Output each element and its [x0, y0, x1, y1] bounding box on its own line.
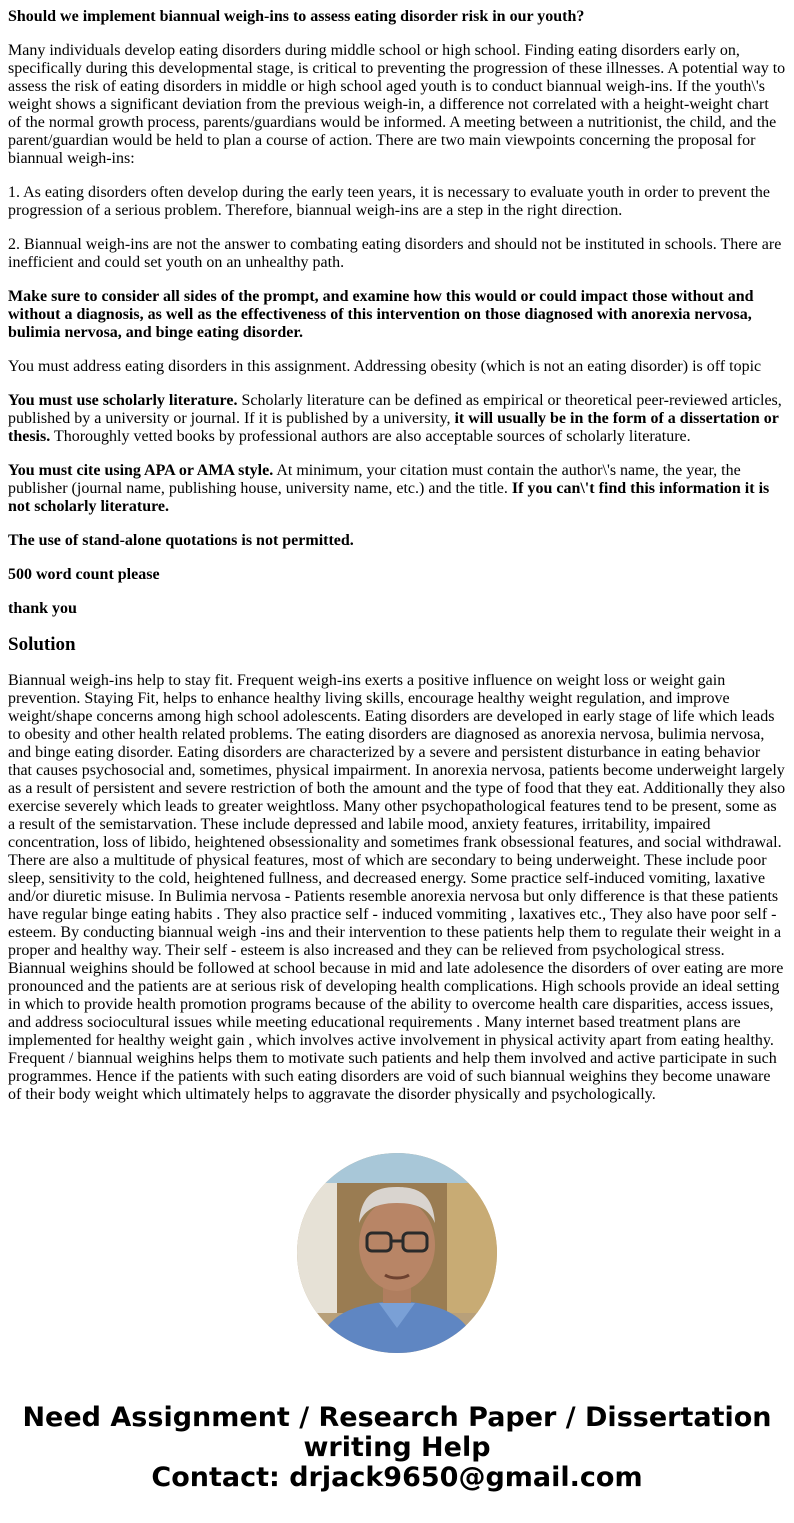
promo-footer: [0, 1403, 794, 1493]
promo-line-2: writing Help: [303, 1432, 491, 1463]
citation-instructions: [8, 462, 786, 516]
cite-bold-2: If you can\'t find this information it is not scholarly literature.: [8, 480, 770, 515]
scholarly-text: Scholarly literature can be defined as empirical or theoretical peer-reviewed articles, published by a university or journal. If it is published by a university,: [8, 392, 782, 427]
scholarly-instructions: [8, 392, 786, 446]
word-count: 500 word count please: [8, 566, 160, 583]
solution-heading: Solution: [8, 634, 76, 655]
question-title: Should we implement biannual weigh-ins to assess eating disorder risk in our youth?: [8, 8, 585, 25]
consider-instructions: Make sure to consider all sides of the prompt, and examine how this would or could impact those without and without a diagnosis, as well as the effectiveness of this intervention on those diagnosed with anorexia nervosa, bulimia nervosa, and binge eating disorder.: [8, 288, 754, 341]
solution-body: Biannual weigh-ins help to stay fit. Frequent weigh-ins exerts a positive influence on weight loss or weight gain prevention. Staying Fit, helps to enhance healthy living skills, encourage healthy weight regulation, and improve weight/shape concerns among high school adolescents. Eating disorders are developed in early stage of life which leads to obesity and other health related problems. The eating disorders are diagnosed as anorexia nervosa, bulimia nervosa, and binge eating disorder. Eating disorders are characterized by a severe and persistent disturbance in eating behavior that causes psychosocial and, sometimes, physical impairment. In anorexia nervosa, patients become underweight largely as a result of persistent and severe restriction of both the amount and the type of food that they eat. Additionally they also exercise severely which leads to greater weightloss. Many other psychopathological features tend to be present, some as a result of the semistarvation. These include depressed and labile mood, anxiety features, irritability, impaired concentration, loss of libido, heightened obsessionality and sometimes frank obsessional features, and social withdrawal. There are also a multitude of physical features, most of which are secondary to being underweight. These include poor sleep, sensitivity to the cold, heightened fullness, and decreased energy. Some practice self-induced vomiting, laxative and/or diuretic misuse. In Bulimia nervosa - Patients resemble anorexia nervosa but only difference is that these patients have regular binge eating habits . They also practice self - induced vommiting , laxatives etc., They also have poor self - esteem. By conducting biannual weigh -ins and their intervention to these patients help them to regulate their weight in a proper and healthy way. Their self - esteem is also increased and they can be relieved from psychological stress. Biannual weighins should be followed at school because in mid and late adolesence the disorders of over eating are more pronounced and the patients are at serious risk of developing health complications. High schools provide an ideal setting in which to provide health promotion programs because of the ability to overcome health care disparities, access issues, and address sociocultural issues while meeting educational requirements . Many internet based treatment plans are implemented for healthy weight gain , which involves active involvement in physical activity apart from eating healthy. Frequent / biannual weighins helps them to motivate such patients and help them involved and active participate in such programmes. Hence if the patients with such eating disorders are void of such biannual weighins they become unaware of their body weight which ultimately helps to aggravate the disorder physically and psychologically.: [8, 672, 786, 1103]
question-intro: Many individuals develop eating disorders during middle school or high school. Finding eating disorders early on, specifically during this developmental stage, is critical to preventing the progression of these illnesses. A potential way to assess the risk of eating disorders in middle or high school aged youth is to conduct biannual weigh-ins. If the youth\'s weight shows a significant deviation from the previous weigh-in, a difference not correlated with a height-weight chart of the normal growth process, parents/guardians would be informed. A meeting between a nutritionist, the child, and the parent/guardian would be held to plan a course of action. There are two main viewpoints concerning the proposal for biannual weigh-ins:: [8, 42, 786, 167]
document-content: [8, 0, 786, 1120]
viewpoint-2: 2. Biannual weigh-ins are not the answer to combating eating disorders and should not be instituted in schools. There are inefficient and could set youth on an unhealthy path.: [8, 236, 782, 271]
scholarly-text-2: Thoroughly vetted books by professional authors are also acceptable sources of scholarly literature.: [50, 428, 691, 445]
promo-line-1: Need Assignment / Research Paper / Dissertation: [22, 1402, 772, 1433]
cite-bold: You must cite using APA or AMA style.: [8, 462, 274, 479]
avatar: [297, 1153, 497, 1353]
scholarly-bold-2: it will usually be in the form of a dissertation or thesis.: [8, 410, 779, 445]
viewpoint-1: 1. As eating disorders often develop during the early teen years, it is necessary to evaluate youth in order to prevent the progression of a serious problem. Therefore, biannual weigh-ins are a step in the right direction.: [8, 184, 770, 219]
quotations-rule: The use of stand-alone quotations is not permitted.: [8, 532, 354, 549]
contact-email: Contact: drjack9650@gmail.com: [151, 1462, 643, 1493]
address-instructions: You must address eating disorders in this assignment. Addressing obesity (which is not an eating disorder) is off topic: [8, 358, 762, 375]
cite-text: At minimum, your citation must contain the author\'s name, the year, the publisher (journal name, publishing house, university name, etc.) and the title.: [8, 462, 741, 497]
scholarly-bold: You must use scholarly literature.: [8, 392, 238, 409]
thank-you: thank you: [8, 600, 77, 617]
avatar-photo-icon: [297, 1153, 497, 1353]
